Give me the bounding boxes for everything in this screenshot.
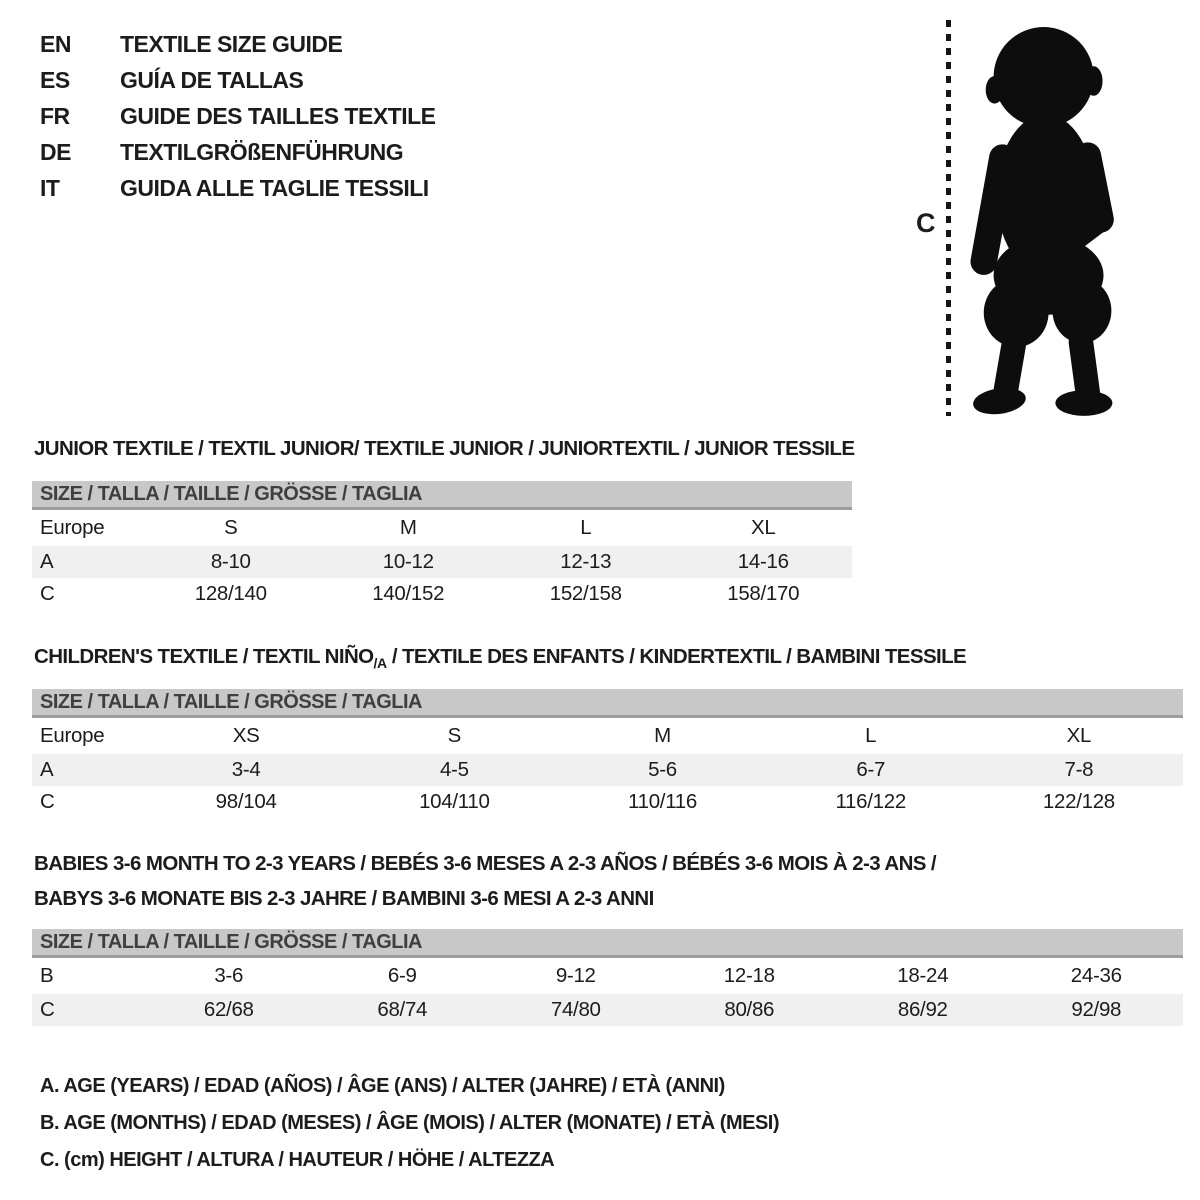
cell: 110/116	[628, 790, 697, 813]
lang-row-fr	[40, 98, 436, 134]
cell: 62/68	[203, 998, 254, 1021]
cell: 92/98	[1071, 998, 1122, 1021]
language-title-list	[40, 26, 436, 206]
cell: 140/152	[372, 582, 445, 605]
size-col: L	[865, 724, 877, 747]
lang-row-es	[40, 62, 436, 98]
size-col: S	[224, 516, 238, 539]
cell: 3-4	[231, 758, 261, 781]
size-col: S	[447, 724, 461, 747]
size-header-bar: SIZE / TALLA / TAILLE / GRÖSSE / TAGLIA	[32, 481, 852, 510]
cell: 104/110	[419, 790, 490, 813]
row-label: A	[40, 758, 54, 781]
cell: 98/104	[215, 790, 277, 813]
cell: 80/86	[724, 998, 775, 1021]
table-header-row	[32, 510, 852, 546]
row-label: A	[40, 550, 54, 573]
cell: 12-13	[560, 550, 612, 573]
table-row-height	[32, 786, 1183, 818]
table-row-height	[32, 578, 852, 610]
table-row-age-months	[32, 958, 1183, 994]
footnote-c: C. (cm) HEIGHT / ALTURA / HAUTEUR / HÖHE / ALTEZZA	[40, 1149, 555, 1171]
size-col: XL	[751, 516, 776, 539]
size-header-bar: SIZE / TALLA / TAILLE / GRÖSSE / TAGLIA	[32, 929, 1183, 958]
cell: 12-18	[723, 964, 775, 987]
cell: 158/170	[727, 582, 800, 605]
cell: 6-7	[856, 758, 886, 781]
cell: 116/122	[835, 790, 906, 813]
lang-title: GUIDE DES TAILLES TEXTILE	[120, 102, 436, 129]
row-label: C	[40, 582, 55, 605]
lang-code: ES	[40, 66, 70, 93]
row-label: B	[40, 964, 54, 987]
lang-code: DE	[40, 138, 71, 165]
lang-title: GUIDA ALLE TAGLIE TESSILI	[120, 174, 429, 201]
cell: 14-16	[737, 550, 789, 573]
cell: 8-10	[210, 550, 251, 573]
cell: 24-36	[1070, 964, 1122, 987]
cell: 152/158	[549, 582, 622, 605]
row-label: C	[40, 998, 55, 1021]
cell: 74/80	[550, 998, 601, 1021]
region-label: Europe	[40, 724, 105, 747]
measure-label-c: C	[916, 208, 936, 238]
cell: 7-8	[1064, 758, 1094, 781]
lang-code: EN	[40, 30, 71, 57]
table-header-row	[32, 718, 1183, 754]
junior-size-table	[32, 481, 852, 610]
junior-section-title: JUNIOR TEXTILE / TEXTIL JUNIOR/ TEXTILE JUNIOR / JUNIORTEXTIL / JUNIOR TESSILE	[34, 437, 855, 460]
cell: 5-6	[648, 758, 677, 781]
lang-row-de	[40, 134, 436, 170]
size-header-bar: SIZE / TALLA / TAILLE / GRÖSSE / TAGLIA	[32, 689, 1183, 718]
babies-title-line1: BABIES 3-6 MONTH TO 2-3 YEARS / BEBÉS 3-6 MESES A 2-3 AÑOS / BÉBÉS 3-6 MOIS À 2-3 ANS /	[34, 852, 937, 875]
cell: 128/140	[194, 582, 267, 605]
toddler-silhouette-icon	[970, 16, 1132, 418]
babies-title-line2: BABYS 3-6 MONATE BIS 2-3 JAHRE / BAMBINI 3-6 MESI A 2-3 ANNI	[34, 887, 654, 910]
babies-section-title	[34, 846, 936, 916]
table-row-age	[32, 754, 1183, 786]
cell: 9-12	[555, 964, 596, 987]
children-title-sub: /A	[373, 655, 387, 671]
lang-code: IT	[40, 174, 60, 201]
children-section-title	[34, 645, 966, 671]
children-title-part1: CHILDREN'S TEXTILE / TEXTIL NIÑO	[34, 645, 374, 668]
children-title-part2: / TEXTILE DES ENFANTS / KINDERTEXTIL / BAMBINI TESSILE	[386, 645, 967, 668]
footnote-a: A. AGE (YEARS) / EDAD (AÑOS) / ÂGE (ANS) / ALTER (JAHRE) / ETÀ (ANNI)	[40, 1075, 725, 1097]
size-col: M	[399, 516, 417, 539]
table-row-age	[32, 546, 852, 578]
babies-size-table	[32, 929, 1183, 1026]
lang-code: FR	[40, 102, 70, 129]
cell: 18-24	[897, 964, 949, 987]
cell: 10-12	[382, 550, 434, 573]
cell: 6-9	[387, 964, 417, 987]
cell: 68/74	[377, 998, 428, 1021]
size-col: M	[654, 724, 671, 747]
table-row-height	[32, 994, 1183, 1026]
row-label: C	[40, 790, 55, 813]
lang-title: TEXTILE SIZE GUIDE	[120, 30, 343, 57]
region-label: Europe	[40, 516, 105, 539]
size-col: L	[580, 516, 592, 539]
height-measure-dashed-line	[946, 20, 951, 416]
cell: 86/92	[897, 998, 948, 1021]
footnote-legend	[40, 1068, 779, 1179]
cell: 3-6	[214, 964, 244, 987]
size-col: XS	[232, 724, 260, 747]
lang-row-it	[40, 170, 436, 206]
size-col: XL	[1066, 724, 1092, 747]
footnote-b: B. AGE (MONTHS) / EDAD (MESES) / ÂGE (MOIS) / ALTER (MONATE) / ETÀ (MESI)	[40, 1112, 780, 1134]
lang-title: GUÍA DE TALLAS	[120, 66, 304, 93]
children-size-table	[32, 689, 1183, 818]
cell: 4-5	[439, 758, 469, 781]
cell: 122/128	[1042, 790, 1115, 813]
lang-title: TEXTILGRÖßENFÜHRUNG	[120, 138, 404, 165]
lang-row-en	[40, 26, 436, 62]
